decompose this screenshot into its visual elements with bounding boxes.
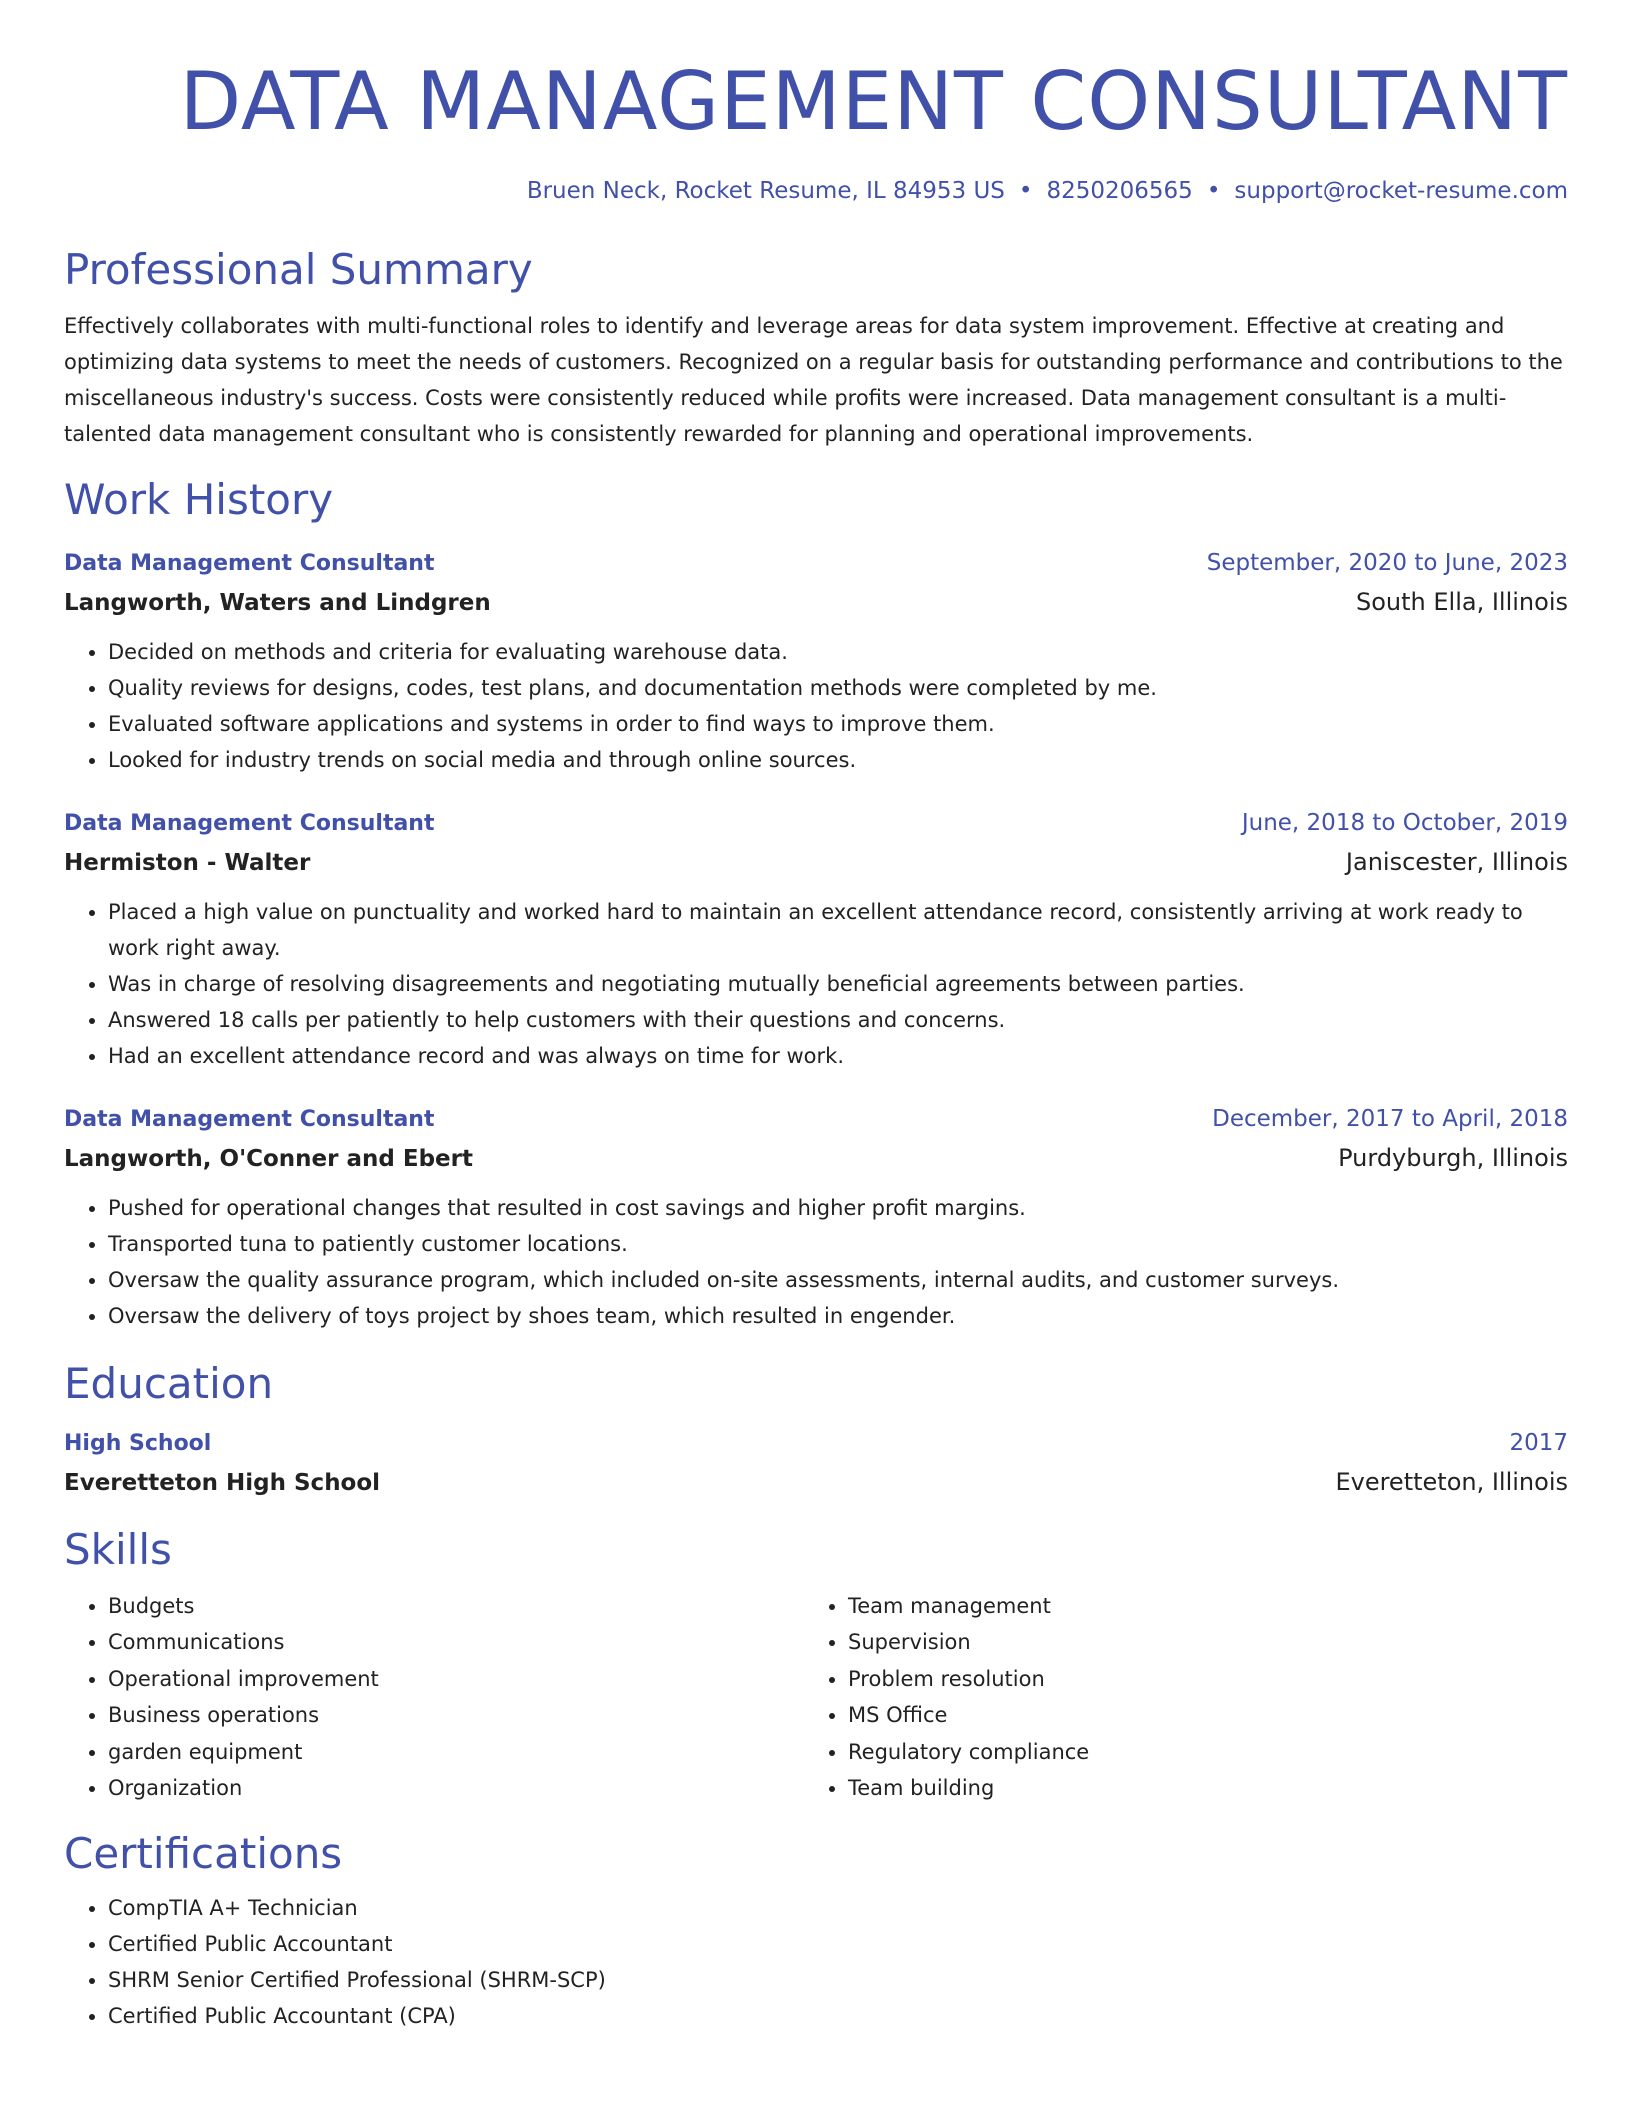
list-item: • Operational improvement (108, 1661, 804, 1697)
list-item: • Communications (108, 1624, 804, 1660)
list-item: • Team building (848, 1770, 1544, 1806)
skills-columns (64, 1588, 1568, 1806)
list-item: • Transported tuna to patiently customer locations. (108, 1226, 1568, 1262)
certifications-heading: Certifications (64, 1829, 343, 1879)
skills-heading: Skills (64, 1525, 172, 1574)
list-item: • SHRM Senior Certified Professional (SHRM-SCP) (108, 1962, 1568, 1998)
summary-text: Effectively collaborates with multi-functional roles to identify and leverage areas for data system improvement. Effective at creating and optimizing data systems to meet the needs of customers. Recognized on a regular basis for outstanding performance and contributions to the miscellaneous industry's success. Costs were consistently reduced while profits were increased. Data management consultant is a multi-talented data management consultant who is consistently rewarded for planning and operational improvements. (64, 314, 1563, 446)
list-item: • Supervision (848, 1624, 1544, 1660)
resume-title: DATA MANAGEMENT CONSULTANT (179, 55, 1568, 148)
list-item: • Evaluated software applications and systems in order to find ways to improve them. (108, 706, 1568, 742)
list-item: • MS Office (848, 1697, 1544, 1733)
job-location: Purdyburgh, Illinois (1338, 1144, 1568, 1172)
address: Bruen Neck, Rocket Resume, IL 84953 US (526, 178, 1005, 204)
list-item: • Problem resolution (848, 1661, 1544, 1697)
summary-heading: Professional Summary (64, 245, 533, 294)
list-item: • Placed a high value on punctuality and worked hard to maintain an excellent attendance record, consistently arriving at work ready to work right away. (108, 894, 1568, 966)
list-item: • Had an excellent attendance record and was always on time for work. (108, 1038, 1568, 1074)
job-location: South Ella, Illinois (1356, 588, 1568, 616)
job-entry (64, 804, 1568, 1074)
certifications-list (64, 1890, 1568, 2034)
separator: • (1206, 178, 1221, 204)
list-item: • Budgets (108, 1588, 804, 1624)
job-entry (64, 544, 1568, 778)
contact-line (64, 176, 1568, 206)
job-bullets (64, 634, 1568, 778)
job-bullets (64, 894, 1568, 1074)
list-item: • Team management (848, 1588, 1544, 1624)
skills-right-list (804, 1588, 1544, 1806)
list-item: • Quality reviews for designs, codes, test plans, and documentation methods were completed by me. (108, 670, 1568, 706)
list-item: • Certified Public Accountant (CPA) (108, 1998, 1568, 2034)
job-company: Hermiston - Walter (64, 850, 311, 876)
email-link[interactable]: support@rocket-resume.com (1234, 178, 1568, 204)
job-role: Data Management Consultant (64, 811, 435, 836)
phone: 8250206565 (1046, 178, 1193, 204)
list-item: • Looked for industry trends on social media and through online sources. (108, 742, 1568, 778)
job-bullets (64, 1190, 1568, 1334)
job-role: Data Management Consultant (64, 551, 435, 576)
separator: • (1018, 178, 1033, 204)
list-item: • Business operations (108, 1697, 804, 1733)
list-item: • Decided on methods and criteria for evaluating warehouse data. (108, 634, 1568, 670)
education-location: Everetteton, Illinois (1335, 1468, 1568, 1496)
job-dates: June, 2018 to October, 2019 (1241, 810, 1568, 836)
job-dates: December, 2017 to April, 2018 (1212, 1106, 1568, 1132)
list-item: • garden equipment (108, 1734, 804, 1770)
work-history-heading: Work History (64, 475, 334, 524)
list-item: • Was in charge of resolving disagreements and negotiating mutually beneficial agreements between parties. (108, 966, 1568, 1002)
list-item: • Oversaw the delivery of toys project by shoes team, which resulted in engender. (108, 1298, 1568, 1334)
list-item: • Organization (108, 1770, 804, 1806)
education-degree: High School (64, 1431, 212, 1456)
job-role: Data Management Consultant (64, 1107, 435, 1132)
education-school: Everetteton High School (64, 1470, 381, 1496)
education-entry (64, 1424, 1568, 1502)
list-item: • Pushed for operational changes that resulted in cost savings and higher profit margins. (108, 1190, 1568, 1226)
list-item: • Answered 18 calls per patiently to help customers with their questions and concerns. (108, 1002, 1568, 1038)
list-item: • Certified Public Accountant (108, 1926, 1568, 1962)
job-company: Langworth, O'Conner and Ebert (64, 1146, 473, 1172)
job-dates: September, 2020 to June, 2023 (1206, 550, 1568, 576)
education-heading: Education (64, 1359, 274, 1408)
skills-left-list (64, 1588, 804, 1806)
job-location: Janiscester, Illinois (1345, 848, 1568, 876)
list-item: • CompTIA A+ Technician (108, 1890, 1568, 1926)
list-item: • Oversaw the quality assurance program, which included on-site assessments, internal audits, and customer surveys. (108, 1262, 1568, 1298)
job-entry (64, 1100, 1568, 1334)
job-company: Langworth, Waters and Lindgren (64, 590, 491, 616)
education-year: 2017 (1509, 1430, 1568, 1456)
list-item: • Regulatory compliance (848, 1734, 1544, 1770)
